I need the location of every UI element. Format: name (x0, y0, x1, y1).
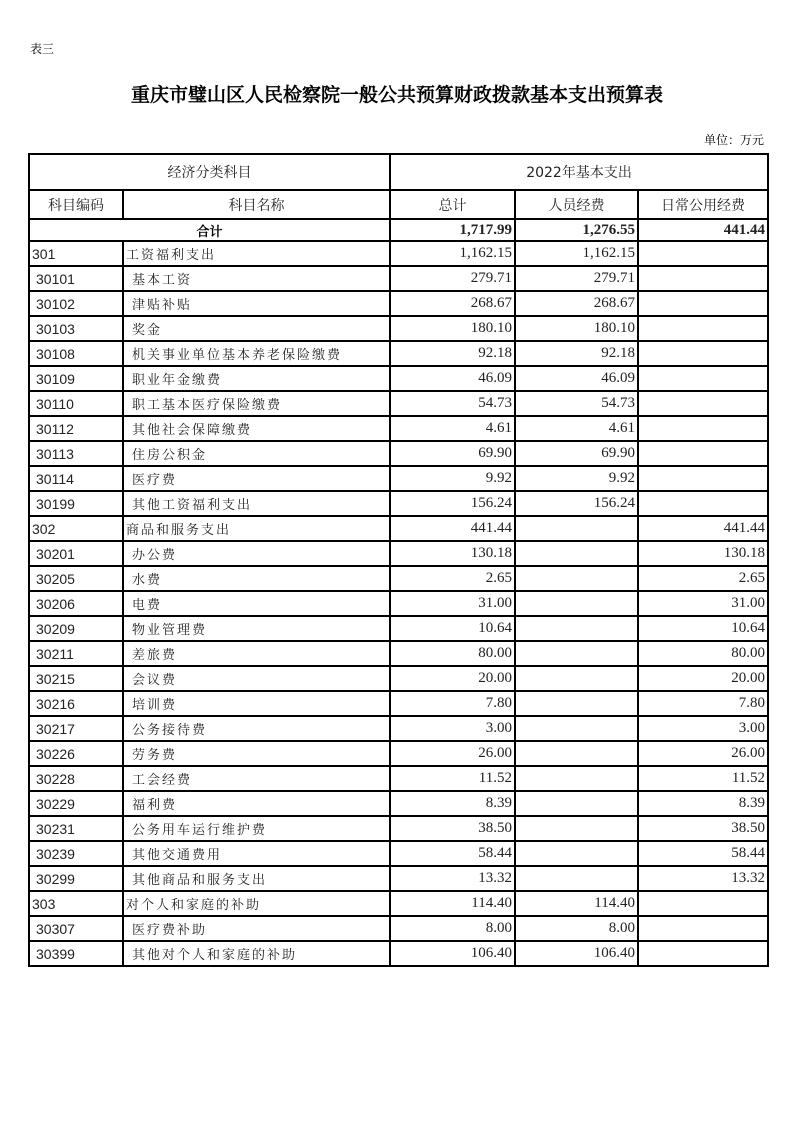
total-value-cell: 92.18 (390, 341, 515, 366)
personnel-value-cell (515, 516, 638, 541)
subject-name-cell: 职工基本医疗保险缴费 (123, 391, 390, 416)
subject-code-cell: 30112 (29, 416, 123, 441)
total-value-cell: 3.00 (390, 716, 515, 741)
subject-code-cell: 30231 (29, 816, 123, 841)
public-value-cell: 20.00 (638, 666, 768, 691)
subject-code-cell: 30206 (29, 591, 123, 616)
table-row (29, 466, 768, 491)
budget-table (28, 153, 769, 967)
subject-name-cell: 其他商品和服务支出 (123, 866, 390, 891)
public-value-cell (638, 341, 768, 366)
public-value-cell (638, 316, 768, 341)
personnel-value-cell: 180.10 (515, 316, 638, 341)
public-value-cell: 8.39 (638, 791, 768, 816)
personnel-value-cell (515, 716, 638, 741)
public-value-cell: 58.44 (638, 841, 768, 866)
table-row (29, 491, 768, 516)
header-subject-code: 科目编码 (29, 190, 123, 219)
total-value-cell: 9.92 (390, 466, 515, 491)
subject-name-cell: 医疗费补助 (123, 916, 390, 941)
total-value-cell: 31.00 (390, 591, 515, 616)
subject-code-cell: 302 (29, 516, 123, 541)
subject-code-cell: 30209 (29, 616, 123, 641)
total-value-cell: 7.80 (390, 691, 515, 716)
table-row (29, 916, 768, 941)
table-row (29, 716, 768, 741)
total-value-cell: 8.39 (390, 791, 515, 816)
subject-name-cell: 劳务费 (123, 741, 390, 766)
header-basic-expenditure-year: 2022年基本支出 (390, 154, 768, 190)
public-value-cell: 26.00 (638, 741, 768, 766)
unit-label: 单位：万元 (703, 133, 764, 147)
header-total: 总计 (390, 190, 515, 219)
total-value-cell: 8.00 (390, 916, 515, 941)
personnel-value-cell (515, 666, 638, 691)
total-value-cell: 156.24 (390, 491, 515, 516)
subject-code-cell: 30201 (29, 541, 123, 566)
personnel-value-cell: 8.00 (515, 916, 638, 941)
subject-name-cell: 差旅费 (123, 641, 390, 666)
total-value-cell: 130.18 (390, 541, 515, 566)
subject-code-cell: 30399 (29, 941, 123, 966)
subject-code-cell: 30228 (29, 766, 123, 791)
subject-name-cell: 对个人和家庭的补助 (123, 891, 390, 916)
table-row (29, 516, 768, 541)
personnel-value-cell: 106.40 (515, 941, 638, 966)
public-value-cell: 11.52 (638, 766, 768, 791)
public-value-cell (638, 416, 768, 441)
subject-name-cell: 公务用车运行维护费 (123, 816, 390, 841)
subject-code-cell: 30101 (29, 266, 123, 291)
subject-name-cell: 其他社会保障缴费 (123, 416, 390, 441)
total-value-cell: 1,162.15 (390, 241, 515, 266)
public-value-cell: 10.64 (638, 616, 768, 641)
personnel-value-cell: 279.71 (515, 266, 638, 291)
subject-name-cell: 津贴补贴 (123, 291, 390, 316)
personnel-value-cell (515, 591, 638, 616)
total-value-cell: 20.00 (390, 666, 515, 691)
table-row (29, 866, 768, 891)
public-value-cell: 130.18 (638, 541, 768, 566)
table-row (29, 691, 768, 716)
personnel-value-cell (515, 866, 638, 891)
table-row (29, 816, 768, 841)
public-value-cell (638, 466, 768, 491)
total-value-cell: 13.32 (390, 866, 515, 891)
table-row (29, 591, 768, 616)
header-public-expense: 日常公用经费 (638, 190, 768, 219)
subject-name-cell: 会议费 (123, 666, 390, 691)
total-value-cell: 80.00 (390, 641, 515, 666)
total-label: 合计 (29, 219, 390, 241)
total-value-cell: 2.65 (390, 566, 515, 591)
header-personnel-expense: 人员经费 (515, 190, 638, 219)
subject-name-cell: 其他工资福利支出 (123, 491, 390, 516)
personnel-value-cell: 54.73 (515, 391, 638, 416)
table-row (29, 766, 768, 791)
header-group-row (29, 154, 768, 190)
personnel-value-cell: 69.90 (515, 441, 638, 466)
personnel-value-cell: 92.18 (515, 341, 638, 366)
table-row (29, 241, 768, 266)
total-row (29, 219, 768, 241)
personnel-value-cell: 46.09 (515, 366, 638, 391)
table-row (29, 666, 768, 691)
subject-code-cell: 30299 (29, 866, 123, 891)
table-row (29, 791, 768, 816)
personnel-value-cell (515, 841, 638, 866)
public-value-cell (638, 916, 768, 941)
public-value-cell (638, 241, 768, 266)
total-public-value: 441.44 (638, 219, 768, 241)
subject-code-cell: 30103 (29, 316, 123, 341)
personnel-value-cell (515, 541, 638, 566)
subject-code-cell: 30205 (29, 566, 123, 591)
subject-code-cell: 30114 (29, 466, 123, 491)
subject-name-cell: 物业管理费 (123, 616, 390, 641)
header-economic-classification: 经济分类科目 (29, 154, 390, 190)
subject-code-cell: 30226 (29, 741, 123, 766)
public-value-cell: 38.50 (638, 816, 768, 841)
public-value-cell: 31.00 (638, 591, 768, 616)
personnel-value-cell: 4.61 (515, 416, 638, 441)
subject-code-cell: 303 (29, 891, 123, 916)
subject-name-cell: 机关事业单位基本养老保险缴费 (123, 341, 390, 366)
subject-name-cell: 电费 (123, 591, 390, 616)
total-value-cell: 10.64 (390, 616, 515, 641)
public-value-cell (638, 291, 768, 316)
subject-code-cell: 30307 (29, 916, 123, 941)
total-value-cell: 54.73 (390, 391, 515, 416)
total-value-cell: 441.44 (390, 516, 515, 541)
subject-name-cell: 医疗费 (123, 466, 390, 491)
subject-code-cell: 301 (29, 241, 123, 266)
table-row (29, 416, 768, 441)
subject-name-cell: 其他交通费用 (123, 841, 390, 866)
personnel-value-cell (515, 566, 638, 591)
personnel-value-cell (515, 691, 638, 716)
total-value-cell: 268.67 (390, 291, 515, 316)
public-value-cell (638, 391, 768, 416)
total-value-cell: 106.40 (390, 941, 515, 966)
total-value-cell: 26.00 (390, 741, 515, 766)
subject-name-cell: 福利费 (123, 791, 390, 816)
total-value-cell: 180.10 (390, 316, 515, 341)
personnel-value-cell (515, 641, 638, 666)
table-row (29, 341, 768, 366)
subject-name-cell: 公务接待费 (123, 716, 390, 741)
subject-name-cell: 培训费 (123, 691, 390, 716)
table-row (29, 741, 768, 766)
subject-code-cell: 30217 (29, 716, 123, 741)
total-value-cell: 58.44 (390, 841, 515, 866)
table-row (29, 541, 768, 566)
table-row (29, 891, 768, 916)
total-value-cell: 11.52 (390, 766, 515, 791)
subject-code-cell: 30110 (29, 391, 123, 416)
subject-code-cell: 30215 (29, 666, 123, 691)
total-total-value: 1,717.99 (390, 219, 515, 241)
public-value-cell: 80.00 (638, 641, 768, 666)
table-row (29, 616, 768, 641)
table-row (29, 941, 768, 966)
public-value-cell: 13.32 (638, 866, 768, 891)
subject-code-cell: 30113 (29, 441, 123, 466)
total-value-cell: 38.50 (390, 816, 515, 841)
subject-name-cell: 其他对个人和家庭的补助 (123, 941, 390, 966)
subject-name-cell: 工会经费 (123, 766, 390, 791)
public-value-cell: 3.00 (638, 716, 768, 741)
subject-code-cell: 30229 (29, 791, 123, 816)
table-row (29, 566, 768, 591)
document-title: 重庆市璧山区人民检察院一般公共预算财政拨款基本支出预算表 (130, 84, 663, 106)
public-value-cell (638, 441, 768, 466)
subject-code-cell: 30108 (29, 341, 123, 366)
subject-code-cell: 30199 (29, 491, 123, 516)
table-row (29, 841, 768, 866)
table-row (29, 366, 768, 391)
table-row (29, 291, 768, 316)
total-value-cell: 279.71 (390, 266, 515, 291)
subject-name-cell: 住房公积金 (123, 441, 390, 466)
table-row (29, 266, 768, 291)
subject-name-cell: 奖金 (123, 316, 390, 341)
subject-code-cell: 30239 (29, 841, 123, 866)
subject-code-cell: 30211 (29, 641, 123, 666)
total-personnel-value: 1,276.55 (515, 219, 638, 241)
personnel-value-cell (515, 766, 638, 791)
personnel-value-cell (515, 791, 638, 816)
header-columns-row (29, 190, 768, 219)
table-row (29, 391, 768, 416)
subject-name-cell: 基本工资 (123, 266, 390, 291)
table-number-label: 表三 (30, 42, 55, 56)
table-row (29, 641, 768, 666)
personnel-value-cell: 156.24 (515, 491, 638, 516)
personnel-value-cell: 268.67 (515, 291, 638, 316)
public-value-cell (638, 891, 768, 916)
public-value-cell (638, 266, 768, 291)
subject-code-cell: 30102 (29, 291, 123, 316)
personnel-value-cell: 1,162.15 (515, 241, 638, 266)
personnel-value-cell: 114.40 (515, 891, 638, 916)
personnel-value-cell (515, 816, 638, 841)
public-value-cell: 7.80 (638, 691, 768, 716)
header-subject-name: 科目名称 (123, 190, 390, 219)
subject-name-cell: 工资福利支出 (123, 241, 390, 266)
personnel-value-cell (515, 616, 638, 641)
table-row (29, 441, 768, 466)
public-value-cell (638, 366, 768, 391)
subject-code-cell: 30109 (29, 366, 123, 391)
personnel-value-cell (515, 741, 638, 766)
total-value-cell: 4.61 (390, 416, 515, 441)
subject-name-cell: 职业年金缴费 (123, 366, 390, 391)
total-value-cell: 46.09 (390, 366, 515, 391)
personnel-value-cell: 9.92 (515, 466, 638, 491)
public-value-cell (638, 491, 768, 516)
public-value-cell: 441.44 (638, 516, 768, 541)
table-row (29, 316, 768, 341)
public-value-cell (638, 941, 768, 966)
public-value-cell: 2.65 (638, 566, 768, 591)
subject-name-cell: 办公费 (123, 541, 390, 566)
total-value-cell: 114.40 (390, 891, 515, 916)
subject-name-cell: 水费 (123, 566, 390, 591)
total-value-cell: 69.90 (390, 441, 515, 466)
subject-code-cell: 30216 (29, 691, 123, 716)
subject-name-cell: 商品和服务支出 (123, 516, 390, 541)
